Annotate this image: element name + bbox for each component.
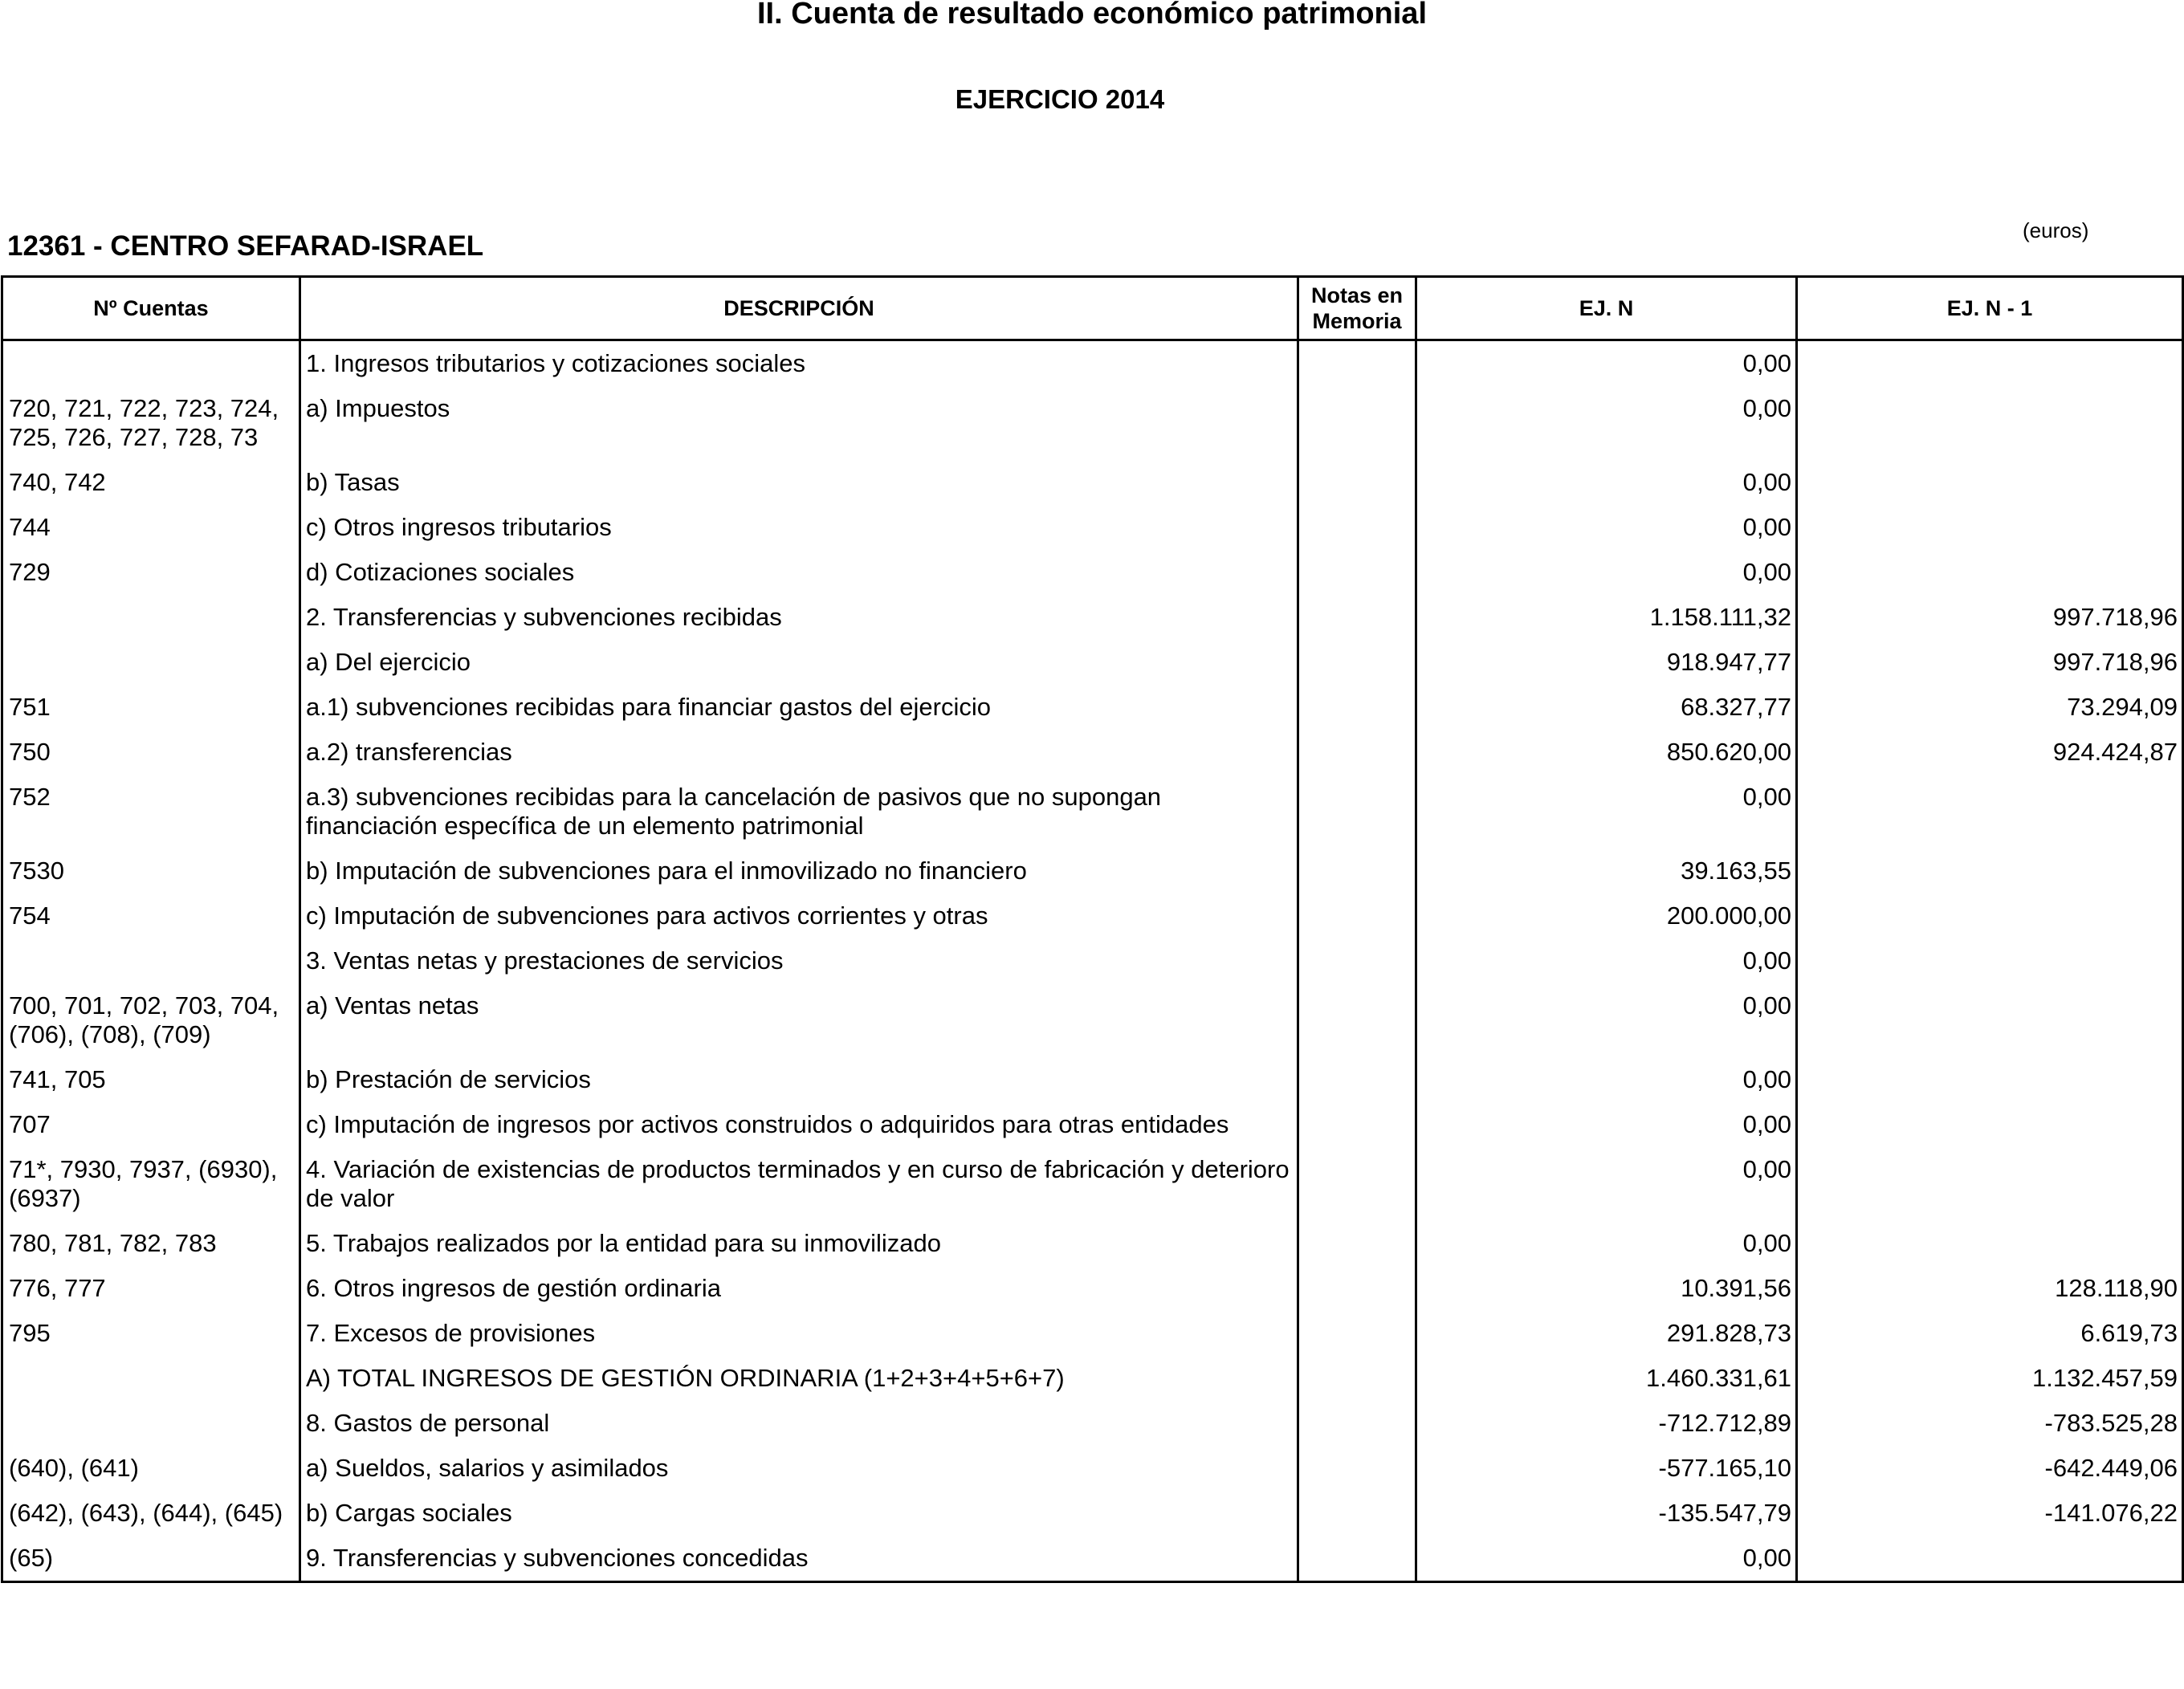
- description-cell: a.2) transferencias: [300, 730, 1298, 775]
- table-row: [2, 505, 2183, 550]
- table-row: [2, 938, 2183, 983]
- value-year-n-1-cell: 997.718,96: [1797, 595, 2183, 640]
- description-cell: a.3) subvenciones recibidas para la cancelación de pasivos que no supongan financiación específica de un elemento patrimonial: [300, 775, 1298, 849]
- notes-cell: [1298, 1147, 1416, 1221]
- account-cell: [2, 1356, 300, 1401]
- description-cell: A) TOTAL INGRESOS DE GESTIÓN ORDINARIA (1+2+3+4+5+6+7): [300, 1356, 1298, 1401]
- results-table: [1, 275, 2184, 1583]
- description-cell: b) Prestación de servicios: [300, 1057, 1298, 1102]
- table-header-row: [2, 277, 2183, 340]
- value-year-n-cell: 39.163,55: [1416, 849, 1797, 893]
- units-label: (euros): [2023, 218, 2089, 242]
- notes-cell: [1298, 849, 1416, 893]
- account-cell: 754: [2, 893, 300, 938]
- account-cell: 741, 705: [2, 1057, 300, 1102]
- notes-cell: [1298, 983, 1416, 1057]
- table-row: [2, 983, 2183, 1057]
- table-row: [2, 1446, 2183, 1491]
- description-cell: c) Imputación de subvenciones para activos corrientes y otras: [300, 893, 1298, 938]
- value-year-n-cell: -712.712,89: [1416, 1401, 1797, 1446]
- account-cell: [2, 1401, 300, 1446]
- account-cell: 707: [2, 1102, 300, 1147]
- description-cell: 9. Transferencias y subvenciones concedidas: [300, 1536, 1298, 1582]
- table-row: [2, 1401, 2183, 1446]
- table-body: [2, 340, 2183, 1582]
- value-year-n-cell: 0,00: [1416, 938, 1797, 983]
- value-year-n-1-cell: [1797, 460, 2183, 505]
- description-cell: c) Otros ingresos tributarios: [300, 505, 1298, 550]
- table-row: [2, 1491, 2183, 1536]
- value-year-n-1-cell: [1797, 1057, 2183, 1102]
- notes-cell: [1298, 1491, 1416, 1536]
- notes-cell: [1298, 1446, 1416, 1491]
- value-year-n-1-cell: -642.449,06: [1797, 1446, 2183, 1491]
- table-row: [2, 1536, 2183, 1582]
- value-year-n-cell: 0,00: [1416, 505, 1797, 550]
- value-year-n-cell: 0,00: [1416, 1057, 1797, 1102]
- notes-cell: [1298, 1057, 1416, 1102]
- value-year-n-cell: 0,00: [1416, 1221, 1797, 1266]
- value-year-n-1-cell: [1797, 1102, 2183, 1147]
- account-cell: (642), (643), (644), (645): [2, 1491, 300, 1536]
- notes-cell: [1298, 460, 1416, 505]
- table-row: [2, 340, 2183, 387]
- value-year-n-cell: -577.165,10: [1416, 1446, 1797, 1491]
- value-year-n-1-cell: [1797, 983, 2183, 1057]
- value-year-n-1-cell: [1797, 1147, 2183, 1221]
- table-row: [2, 640, 2183, 685]
- account-cell: 780, 781, 782, 783: [2, 1221, 300, 1266]
- table-row: [2, 386, 2183, 460]
- value-year-n-cell: -135.547,79: [1416, 1491, 1797, 1536]
- fiscal-year-subtitle: EJERCICIO 2014: [955, 84, 1165, 114]
- value-year-n-1-cell: 924.424,87: [1797, 730, 2183, 775]
- value-year-n-cell: 0,00: [1416, 340, 1797, 387]
- value-year-n-cell: 200.000,00: [1416, 893, 1797, 938]
- notes-cell: [1298, 386, 1416, 460]
- value-year-n-cell: 0,00: [1416, 550, 1797, 595]
- notes-cell: [1298, 685, 1416, 730]
- account-cell: (640), (641): [2, 1446, 300, 1491]
- account-cell: 71*, 7930, 7937, (6930), (6937): [2, 1147, 300, 1221]
- value-year-n-1-cell: 128.118,90: [1797, 1266, 2183, 1311]
- description-cell: 6. Otros ingresos de gestión ordinaria: [300, 1266, 1298, 1311]
- table-row: [2, 893, 2183, 938]
- description-cell: 8. Gastos de personal: [300, 1401, 1298, 1446]
- description-cell: 7. Excesos de provisiones: [300, 1311, 1298, 1356]
- value-year-n-1-cell: [1797, 340, 2183, 387]
- notes-cell: [1298, 775, 1416, 849]
- table-row: [2, 550, 2183, 595]
- account-cell: 744: [2, 505, 300, 550]
- account-cell: 795: [2, 1311, 300, 1356]
- table-row: [2, 460, 2183, 505]
- table-row: [2, 685, 2183, 730]
- value-year-n-cell: 1.158.111,32: [1416, 595, 1797, 640]
- description-cell: b) Tasas: [300, 460, 1298, 505]
- description-cell: a) Sueldos, salarios y asimilados: [300, 1446, 1298, 1491]
- value-year-n-cell: 291.828,73: [1416, 1311, 1797, 1356]
- notes-cell: [1298, 1356, 1416, 1401]
- value-year-n-cell: 0,00: [1416, 1102, 1797, 1147]
- value-year-n-1-cell: [1797, 386, 2183, 460]
- value-year-n-1-cell: -141.076,22: [1797, 1491, 2183, 1536]
- value-year-n-1-cell: 6.619,73: [1797, 1311, 2183, 1356]
- value-year-n-1-cell: [1797, 893, 2183, 938]
- account-cell: 729: [2, 550, 300, 595]
- notes-cell: [1298, 1536, 1416, 1582]
- value-year-n-cell: 10.391,56: [1416, 1266, 1797, 1311]
- notes-cell: [1298, 340, 1416, 387]
- table-row: [2, 730, 2183, 775]
- value-year-n-1-cell: -783.525,28: [1797, 1401, 2183, 1446]
- description-cell: 4. Variación de existencias de productos terminados y en curso de fabricación y deterioro de valor: [300, 1147, 1298, 1221]
- notes-cell: [1298, 730, 1416, 775]
- value-year-n-cell: 0,00: [1416, 460, 1797, 505]
- description-cell: a) Impuestos: [300, 386, 1298, 460]
- account-cell: 776, 777: [2, 1266, 300, 1311]
- notes-cell: [1298, 505, 1416, 550]
- table-row: [2, 775, 2183, 849]
- value-year-n-1-cell: [1797, 550, 2183, 595]
- value-year-n-cell: 918.947,77: [1416, 640, 1797, 685]
- description-cell: a) Ventas netas: [300, 983, 1298, 1057]
- table-row: [2, 1057, 2183, 1102]
- table-row: [2, 1147, 2183, 1221]
- account-cell: 751: [2, 685, 300, 730]
- column-header-notes: Notas en Memoria: [1298, 277, 1416, 340]
- table-row: [2, 1356, 2183, 1401]
- notes-cell: [1298, 1266, 1416, 1311]
- value-year-n-1-cell: 73.294,09: [1797, 685, 2183, 730]
- value-year-n-cell: 850.620,00: [1416, 730, 1797, 775]
- description-cell: d) Cotizaciones sociales: [300, 550, 1298, 595]
- table-row: [2, 849, 2183, 893]
- account-cell: 752: [2, 775, 300, 849]
- value-year-n-cell: 0,00: [1416, 1147, 1797, 1221]
- value-year-n-1-cell: 1.132.457,59: [1797, 1356, 2183, 1401]
- description-cell: 1. Ingresos tributarios y cotizaciones sociales: [300, 340, 1298, 387]
- value-year-n-1-cell: [1797, 505, 2183, 550]
- notes-cell: [1298, 1311, 1416, 1356]
- notes-cell: [1298, 893, 1416, 938]
- description-cell: 5. Trabajos realizados por la entidad para su inmovilizado: [300, 1221, 1298, 1266]
- value-year-n-1-cell: [1797, 849, 2183, 893]
- column-header-description: DESCRIPCIÓN: [300, 277, 1298, 340]
- value-year-n-1-cell: [1797, 1536, 2183, 1582]
- account-cell: [2, 938, 300, 983]
- account-cell: 750: [2, 730, 300, 775]
- notes-cell: [1298, 1102, 1416, 1147]
- value-year-n-1-cell: 997.718,96: [1797, 640, 2183, 685]
- table-row: [2, 1221, 2183, 1266]
- description-cell: a.1) subvenciones recibidas para financiar gastos del ejercicio: [300, 685, 1298, 730]
- table-row: [2, 1311, 2183, 1356]
- value-year-n-cell: 68.327,77: [1416, 685, 1797, 730]
- page-title: II. Cuenta de resultado económico patrimonial: [756, 0, 1428, 31]
- table-row: [2, 1266, 2183, 1311]
- value-year-n-cell: 0,00: [1416, 775, 1797, 849]
- notes-cell: [1298, 550, 1416, 595]
- description-cell: 3. Ventas netas y prestaciones de servicios: [300, 938, 1298, 983]
- value-year-n-cell: 0,00: [1416, 1536, 1797, 1582]
- account-cell: 720, 721, 722, 723, 724, 725, 726, 727, 728, 73: [2, 386, 300, 460]
- entity-name: 12361 - CENTRO SEFARAD-ISRAEL: [7, 230, 484, 262]
- table-row: [2, 595, 2183, 640]
- description-cell: 2. Transferencias y subvenciones recibidas: [300, 595, 1298, 640]
- description-cell: b) Cargas sociales: [300, 1491, 1298, 1536]
- description-cell: b) Imputación de subvenciones para el inmovilizado no financiero: [300, 849, 1298, 893]
- value-year-n-cell: 0,00: [1416, 386, 1797, 460]
- account-cell: [2, 640, 300, 685]
- account-cell: [2, 340, 300, 387]
- account-cell: 7530: [2, 849, 300, 893]
- notes-cell: [1298, 640, 1416, 685]
- description-cell: c) Imputación de ingresos por activos construidos o adquiridos para otras entidades: [300, 1102, 1298, 1147]
- notes-cell: [1298, 1221, 1416, 1266]
- value-year-n-1-cell: [1797, 938, 2183, 983]
- value-year-n-cell: 1.460.331,61: [1416, 1356, 1797, 1401]
- column-header-accounts: Nº Cuentas: [2, 277, 300, 340]
- value-year-n-1-cell: [1797, 1221, 2183, 1266]
- account-cell: 740, 742: [2, 460, 300, 505]
- description-cell: a) Del ejercicio: [300, 640, 1298, 685]
- table-row: [2, 1102, 2183, 1147]
- notes-cell: [1298, 595, 1416, 640]
- value-year-n-cell: 0,00: [1416, 983, 1797, 1057]
- notes-cell: [1298, 1401, 1416, 1446]
- value-year-n-1-cell: [1797, 775, 2183, 849]
- account-cell: 700, 701, 702, 703, 704, (706), (708), (709): [2, 983, 300, 1057]
- account-cell: [2, 595, 300, 640]
- column-header-year-n-1: EJ. N - 1: [1797, 277, 2183, 340]
- column-header-year-n: EJ. N: [1416, 277, 1797, 340]
- account-cell: (65): [2, 1536, 300, 1582]
- notes-cell: [1298, 938, 1416, 983]
